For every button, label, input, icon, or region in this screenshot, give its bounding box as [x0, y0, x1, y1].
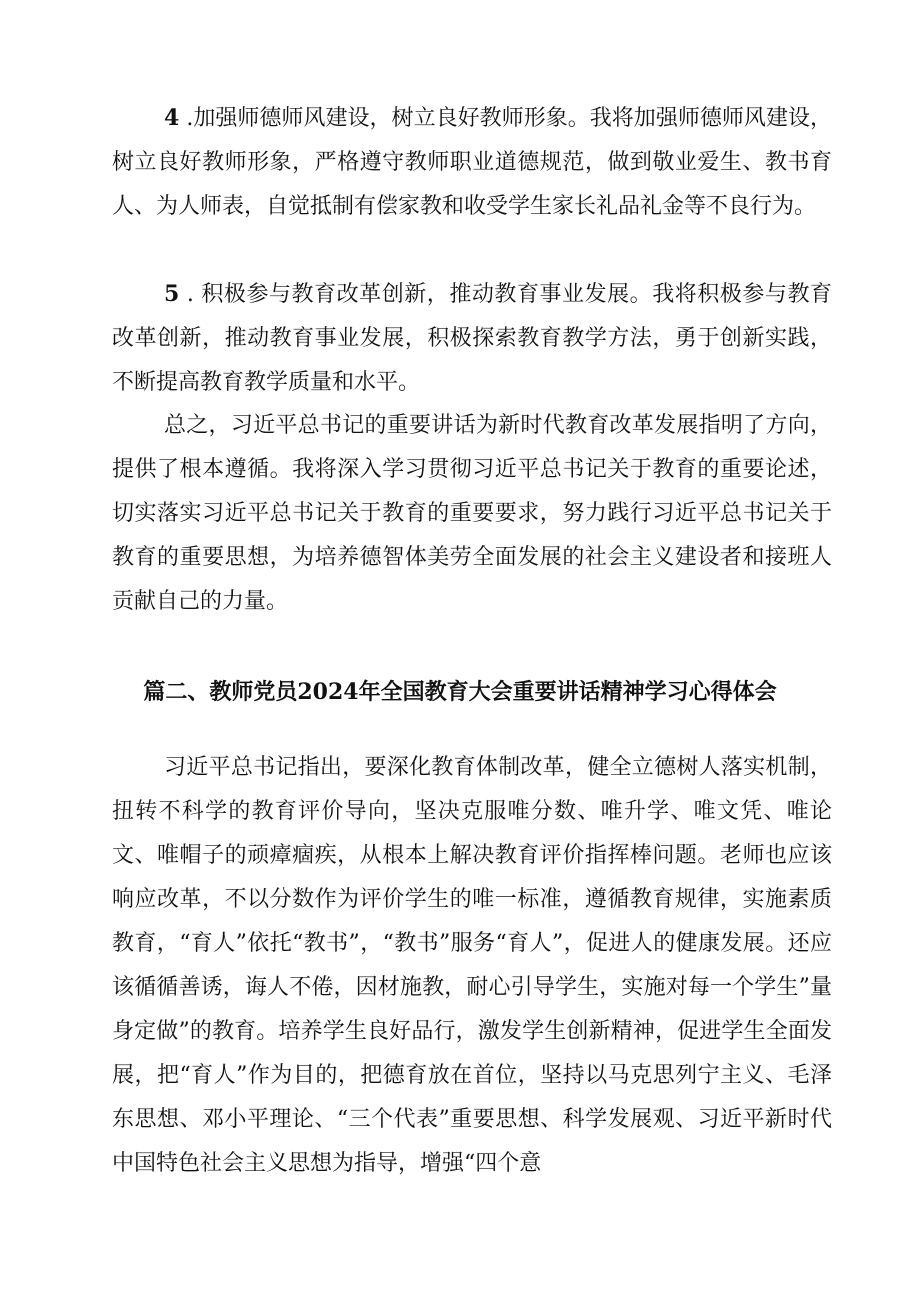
item-number: 4 — [164, 105, 180, 131]
item-number: 5 — [164, 281, 180, 307]
paragraph-text: . 积极参与教育改革创新，推动教育事业发展。我将积极参与教育改革创新，推动教育事业发展，积极探索教育教学方法，勇于创新实践，不断提高教育教学质量和水平。 — [112, 282, 832, 395]
paragraph-item-5 — [112, 272, 832, 405]
paragraph-item-4 — [112, 96, 832, 229]
section-heading: 篇二、教师党员2024年全国教育大会重要讲话精神学习心得体会 — [143, 679, 777, 705]
paragraph-conclusion: 总之，习近平总书记的重要讲话为新时代教育改革发展指明了方向，提供了根本遵循。我将深入学习贯彻习近平总书记关于教育的重要论述，切实落实习近平总书记关于教育的重要要求，努力践行习近平总书记关于教育的重要思想，为培养德智体美劳全面发展的社会主义建设者和接班人贡献自己的力量。 — [112, 413, 832, 614]
paragraph-text: .加强师德师风建设，树立良好教师形象。我将加强师德师风建设，树立良好教师形象，严格遵守教师职业道德规范，做到敬业爱生、教书育人、为人师表，自觉抵制有偿家教和收受学生家长礼品礼金等不良行为。 — [112, 106, 832, 219]
paragraph-body: 习近平总书记指出，要深化教育体制改革，健全立德树人落实机制，扭转不科学的教育评价导向，坚决克服唯分数、唯升学、唯文凭、唯论文、唯帽子的顽瘴痼疾，从根本上解决教育评价指挥棒问题。老师也应该响应改革，不以分数作为评价学生的唯一标准，遵循教育规律，实施素质教育，“育人”依托“教书”，“教书”服务“育人”，促进人的健康发展。还应该循循善诱，诲人不倦，因材施教，耐心引导学生，实施对每一个学生”量身定做”的教育。培养学生良好品行，激发学生创新精神，促进学生全面发展，把“育人”作为目的，把德育放在首位，坚持以马克思列宁主义、毛泽东思想、邓小平理论、“三个代表”重要思想、科学发展观、习近平新时代中国特色社会主义思想为指导，增强“四个意 — [112, 755, 832, 1176]
